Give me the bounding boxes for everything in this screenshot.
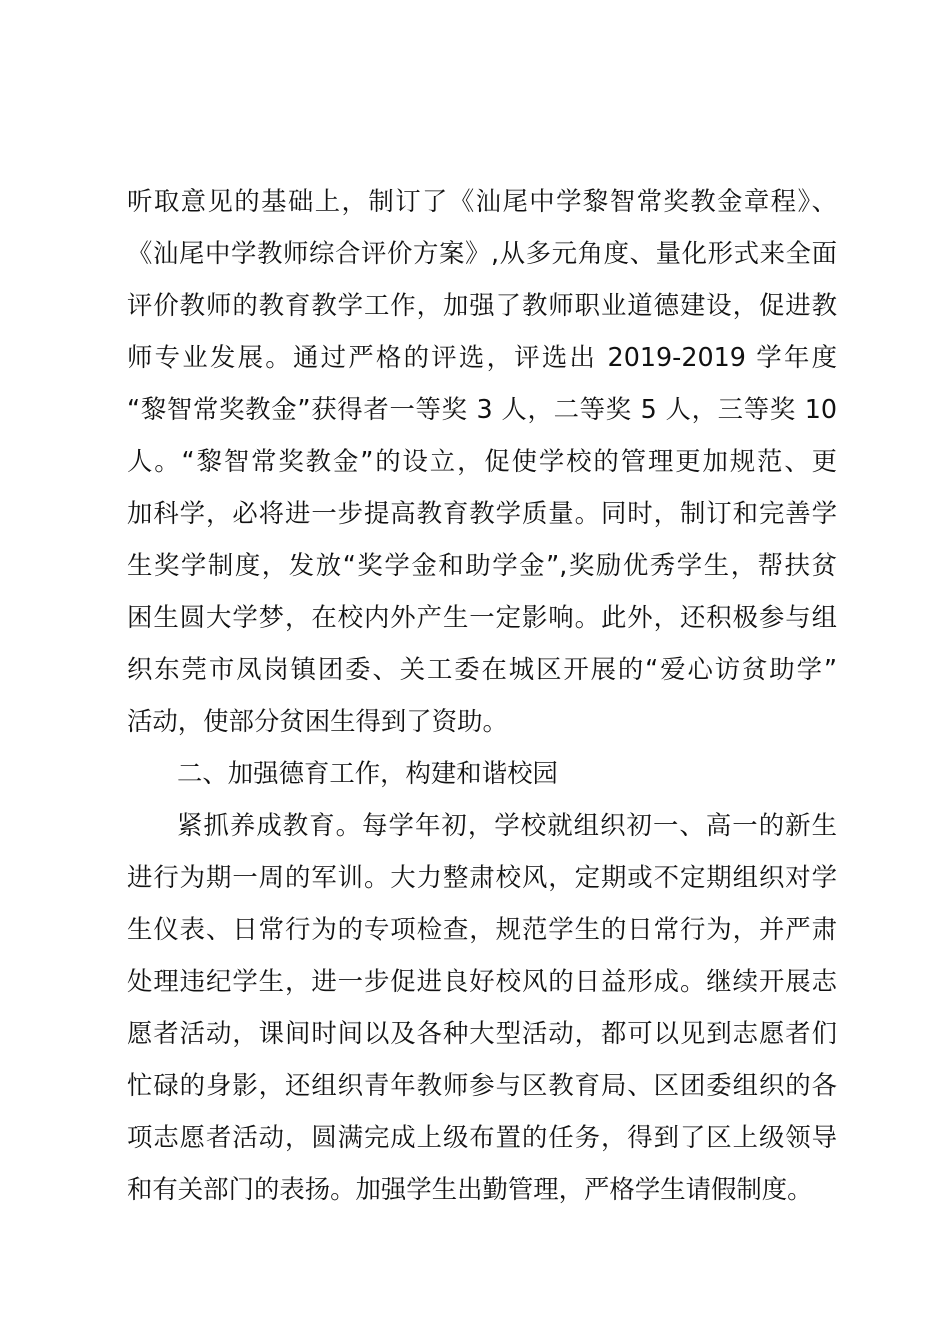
paragraph-line: 《汕尾中学教师综合评价方案》,从多元角度、量化形式来全面 [127,238,837,268]
paragraph-line: 忙碌的身影，还组织青年教师参与区教育局、区团委组织的各 [127,1070,837,1100]
paragraph-line: 生奖学制度，发放“奖学金和助学金”,奖励优秀学生，帮扶贫 [127,550,837,580]
paragraph-line: 进行为期一周的军训。大力整肃校风，定期或不定期组织对学 [127,862,837,892]
paragraph-line: 紧抓养成教育。每学年初，学校就组织初一、高一的新生 [177,810,837,840]
paragraph-line: “黎智常奖教金”获得者一等奖 3 人，二等奖 5 人，三等奖 10 [127,394,837,424]
paragraph-line: 听取意见的基础上，制订了《汕尾中学黎智常奖教金章程》、 [127,186,837,216]
paragraph-line: 生仪表、日常行为的专项检查，规范学生的日常行为，并严肃 [127,914,837,944]
paragraph-line: 活动，使部分贫困生得到了资助。 [127,706,508,736]
paragraph-line: 项志愿者活动，圆满完成上级布置的任务，得到了区上级领导 [127,1122,837,1152]
section-heading: 二、加强德育工作，构建和谐校园 [177,758,558,788]
paragraph-line: 织东莞市凤岗镇团委、关工委在城区开展的“爱心访贫助学” [127,654,837,684]
paragraph-line: 加科学，必将进一步提高教育教学质量。同时，制订和完善学 [127,498,837,528]
paragraph-line: 和有关部门的表扬。加强学生出勤管理，严格学生请假制度。 [127,1174,813,1204]
paragraph-line: 处理违纪学生，进一步促进良好校风的日益形成。继续开展志 [127,966,837,996]
paragraph-line: 愿者活动，课间时间以及各种大型活动，都可以见到志愿者们 [127,1018,837,1048]
paragraph-line: 师专业发展。通过严格的评选，评选出 2019-2019 学年度 [127,342,837,372]
paragraph-line: 困生圆大学梦，在校内外产生一定影响。此外，还积极参与组 [127,602,837,632]
paragraph-line: 人。“黎智常奖教金”的设立，促使学校的管理更加规范、更 [127,446,837,476]
paragraph-line: 评价教师的教育教学工作，加强了教师职业道德建设，促进教 [127,290,837,320]
